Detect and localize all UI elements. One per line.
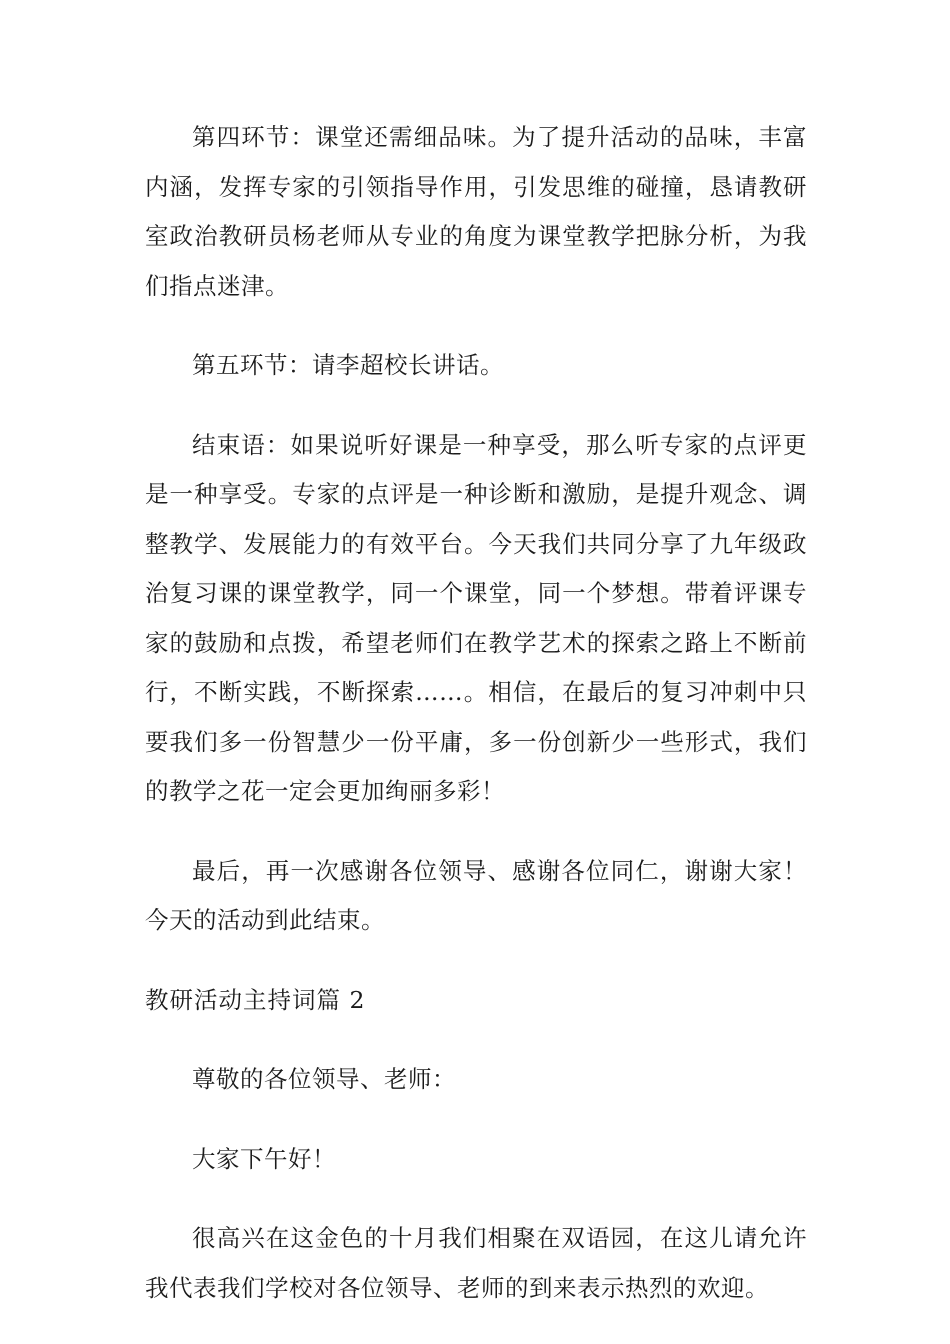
paragraph-gap [145,1184,807,1214]
paragraph-gap [145,817,807,847]
paragraph-closing-remarks: 结束语：如果说听好课是一种享受，那么听专家的点评更是一种享受。专家的点评是一种诊断和激励，是提升观念、调整教学、发展能力的有效平台。今天我们共同分享了九年级政治复习课的课堂教学，同一个课堂，同一个梦想。带着评课专家的鼓励和点拨，希望老师们在教学艺术的探索之路上不断前行，不断实践，不断探索……。相信，在最后的复习冲刺中只要我们多一份智慧少一份平庸，多一份创新少一些形式，我们的教学之花一定会更加绚丽多彩！ [145,430,807,805]
paragraph-gap [145,391,807,421]
paragraph-gap [145,1025,807,1055]
paragraph-salutation: 尊敬的各位领导、老师： [192,1065,456,1093]
section-heading: 教研活动主持词篇 2 [145,985,366,1014]
paragraph-gap [145,1105,807,1135]
paragraph-gap [145,946,807,976]
paragraph-step-five: 第五环节：请李超校长讲话。 [192,351,504,379]
paragraph-gap [145,311,807,341]
document-page [145,113,807,1313]
paragraph-welcome: 很高兴在这金色的十月我们相聚在双语园，在这儿请允许我代表我们学校对各位领导、老师的到来表示热烈的欢迎。 [145,1224,807,1302]
paragraph-thanks: 最后，再一次感谢各位领导、感谢各位同仁，谢谢大家！今天的活动到此结束。 [145,856,807,934]
paragraph-greeting: 大家下午好！ [192,1144,336,1173]
paragraph-step-four: 第四环节：课堂还需细品味。为了提升活动的品味，丰富内涵，发挥专家的引领指导作用，引发思维的碰撞，恳请教研室政治教研员杨老师从专业的角度为课堂教学把脉分析，为我们指点迷津。 [145,123,807,300]
